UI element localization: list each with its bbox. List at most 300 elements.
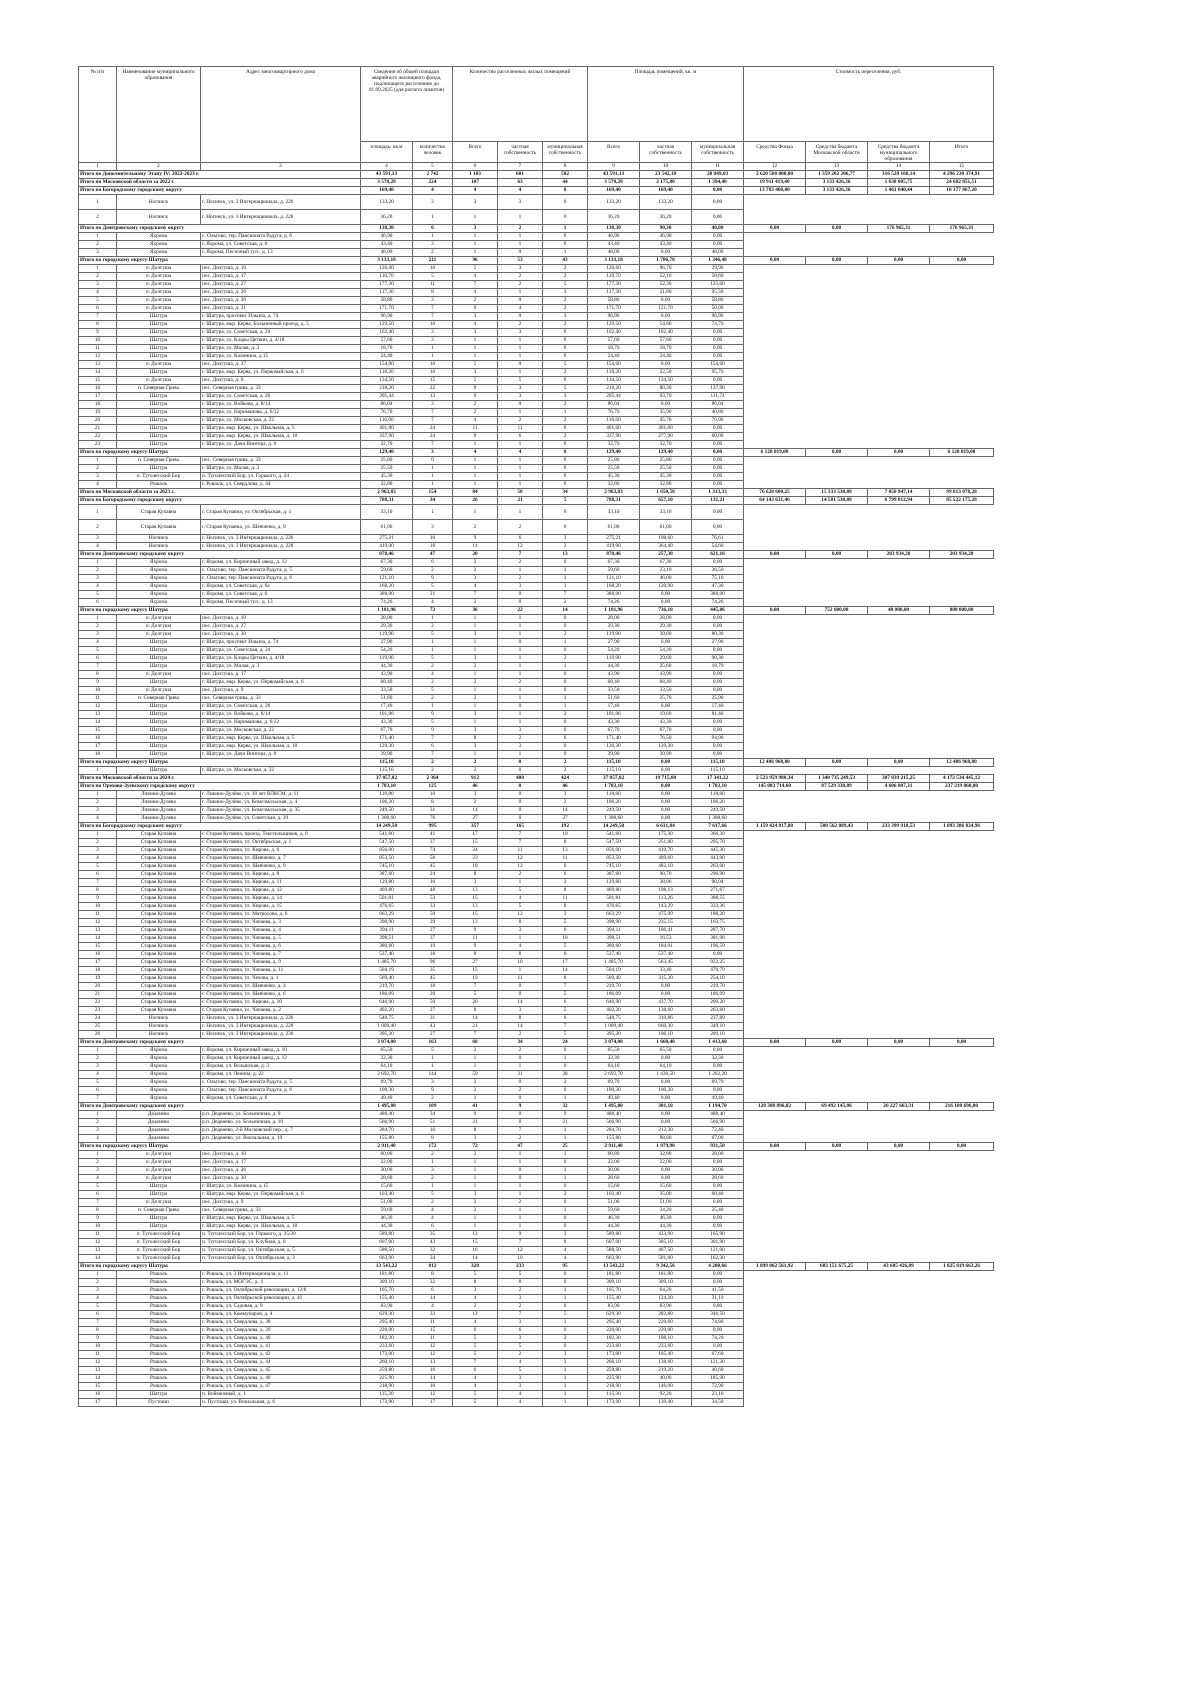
row-number: 4 [79,815,117,823]
empty-cell [744,767,806,775]
empty-cell [806,911,868,919]
area-cell: 116,60 [361,417,413,425]
count-total-cell: 1 [453,505,498,520]
right-margin [994,1231,1150,1239]
sq-private-cell: 175,30 [640,831,692,839]
sq-total-cell: 501,81 [588,895,640,903]
table-row [79,903,1150,911]
area-cell: 398,90 [361,919,413,927]
empty-cell [868,433,930,441]
count-municipal-cell: 2 [543,305,588,313]
row-number: 2 [79,567,117,575]
subtotal-label: Итого по Дмитровскому городскому округу [79,225,361,233]
count-municipal-cell: 0 [543,520,588,535]
empty-cell [744,815,806,823]
subtotal-area: 13 543,22 [361,1263,413,1271]
empty-cell [930,679,994,687]
municipality-cell: Шатура [117,433,201,441]
empty-cell [806,337,868,345]
empty-cell [868,289,930,297]
municipality-cell: Деденево [117,1111,201,1119]
sq-total-cell: 67,30 [588,559,640,567]
empty-cell [868,520,930,535]
people-cell: 15 [413,377,453,385]
right-margin [994,679,1150,687]
empty-cell [868,943,930,951]
right-margin [994,1143,1150,1151]
subtotal-municipal-budget-amount: 0,00 [868,257,930,265]
count-private-cell: 0 [498,591,543,599]
empty-cell [744,241,806,249]
municipality-cell: Яхрома [117,1055,201,1063]
empty-cell [806,329,868,337]
count-total-cell: 7 [453,1031,498,1039]
empty-cell [806,1151,868,1159]
sq-municipal-cell: 25,90 [692,695,744,703]
empty-cell [806,1175,868,1183]
col-header-area: площадь, кв.м [361,142,413,163]
municipality-cell: Шатура [117,1183,201,1191]
sq-municipal-cell: 32,30 [692,1055,744,1063]
row-number: 12 [79,1359,117,1367]
empty-cell [744,385,806,393]
table-row [79,983,1150,991]
row-number: 6 [79,1191,117,1199]
people-cell: 1 [413,639,453,647]
group-header-square: Площадь помещений, кв. м [588,67,744,142]
empty-cell [806,1135,868,1143]
empty-cell [868,273,930,281]
count-private-cell: 1 [498,655,543,663]
count-municipal-cell: 0 [543,1087,588,1095]
row-number: 3 [79,1063,117,1071]
empty-cell [930,1167,994,1175]
municipality-cell: Рошаль [117,1383,201,1391]
count-total-cell: 3 [453,727,498,735]
area-cell: 103,40 [361,1191,413,1199]
row-number: 2 [79,1279,117,1287]
empty-cell [930,241,994,249]
sq-total-cell: 43,30 [588,719,640,727]
table-row [79,871,1150,879]
empty-cell [744,807,806,815]
subtotal-area: 3 074,00 [361,1039,413,1047]
sq-municipal-cell: 0,00 [692,1087,744,1095]
area-cell: 24,40 [361,353,413,361]
empty-cell [868,871,930,879]
empty-cell [930,1023,994,1031]
sq-private-cell: 482,10 [640,863,692,871]
municipality-cell: Шатура [117,743,201,751]
sq-total-cell: 663,90 [588,1255,640,1263]
count-municipal-cell: 1 [543,409,588,417]
municipality-cell: п. Северная Грива [117,385,201,393]
count-private-cell: 7 [498,1239,543,1247]
sq-municipal-cell: 0,00 [692,1327,744,1335]
municipality-cell: Старая Купавна [117,959,201,967]
table-row [79,1399,1150,1407]
row-number: 5 [79,1079,117,1087]
right-margin [994,711,1150,719]
empty-cell [744,863,806,871]
empty-cell [744,409,806,417]
empty-cell [868,297,930,305]
area-cell: 67,70 [361,727,413,735]
area-cell: 588,50 [361,1247,413,1255]
sq-private-cell: 467,50 [640,1247,692,1255]
table-row [79,273,1150,281]
empty-cell [806,623,868,631]
address-cell: г. Рошаль, ул. Свердлова, д. 44 [201,1359,361,1367]
column-number: 1 [79,163,117,171]
empty-cell [806,1047,868,1055]
address-cell: г. Рошаль, ул. Свердлова, д. 41 [201,1343,361,1351]
subtotal-regional-budget-amount: 1 340 735 249,53 [806,775,868,783]
area-cell: 86,04 [361,401,413,409]
sq-total-cell: 121,10 [588,575,640,583]
count-total-cell: 2 [453,567,498,575]
people-cell: 15 [413,1327,453,1335]
empty-cell [744,591,806,599]
municipality-cell: п. Долгуша [117,1151,201,1159]
empty-cell [744,465,806,473]
subtotal-row [79,449,1150,457]
sq-private-cell: 0,00 [640,249,692,257]
subtotal-count-municipal: 13 [543,551,588,559]
area-cell: 171,40 [361,735,413,743]
empty-cell [744,975,806,983]
people-cell: 18 [413,983,453,991]
subtotal-sq-municipal: 445,86 [692,607,744,615]
count-total-cell: 3 [453,743,498,751]
subtotal-area: 129,40 [361,449,413,457]
sq-total-cell: 186,09 [588,991,640,999]
count-municipal-cell: 0 [543,425,588,433]
right-margin [994,631,1150,639]
address-cell: г. Старая Купавна, ул. Шевченко, д. 7 [201,855,361,863]
sq-total-cell: 116,60 [588,417,640,425]
address-cell: г. Шатура, ул. Войкова, д. 8/14 [201,401,361,409]
empty-cell [744,401,806,409]
address-cell: г. Шатура, ул. Нариманова, д. 6/12 [201,719,361,727]
address-cell: г. Ликино-Дулёво, ул. Советская, д. 39 [201,815,361,823]
row-number: 11 [79,1351,117,1359]
count-total-cell: 16 [453,1247,498,1255]
right-margin [994,927,1150,935]
table-row [79,1111,1150,1119]
sq-total-cell: 115,30 [588,1391,640,1399]
empty-cell [868,647,930,655]
count-total-cell: 3 [453,329,498,337]
people-cell: 3 [413,401,453,409]
table-row [79,1023,1150,1031]
area-cell: 133,20 [361,195,413,210]
row-number: 2 [79,623,117,631]
subtotal-sq-private: 301,10 [640,1103,692,1111]
row-number: 3 [79,473,117,481]
empty-cell [806,1095,868,1103]
count-total-cell: 1 [453,465,498,473]
row-number: 6 [79,871,117,879]
subtotal-label: Итого по городскому округу Шатура [79,449,361,457]
people-cell: 43 [413,1023,453,1031]
count-total-cell: 3 [453,195,498,210]
empty-cell [930,265,994,273]
empty-cell [868,719,930,727]
empty-cell [930,1055,994,1063]
address-cell: с. Ольгово, тер. Пансионата Радуга, д. 5 [201,1079,361,1087]
sq-total-cell: 59,60 [588,1207,640,1215]
sq-private-cell: 28,00 [640,615,692,623]
subtotal-row [79,1039,1150,1047]
right-margin [994,1039,1150,1047]
people-cell: 37 [413,935,453,943]
municipality-cell: Шатура [117,353,201,361]
count-total-cell: 12 [453,1231,498,1239]
count-private-cell: 12 [498,1247,543,1255]
count-private-cell: 4 [498,1391,543,1399]
row-number: 9 [79,895,117,903]
empty-cell [868,1015,930,1023]
count-private-cell: 1 [498,465,543,473]
count-total-cell: 4 [453,1319,498,1327]
count-municipal-cell: 3 [543,791,588,799]
sq-private-cell: 0,00 [640,591,692,599]
empty-cell [930,457,994,465]
count-total-cell: 2 [453,297,498,305]
municipality-cell: Рошаль [117,1335,201,1343]
count-total-cell: 3 [453,575,498,583]
empty-cell [806,1087,868,1095]
right-margin [994,489,1150,497]
subtotal-regional-budget-amount: 0,00 [806,1039,868,1047]
sq-private-cell: 121,70 [640,305,692,313]
count-private-cell: 8 [498,1279,543,1287]
count-total-cell: 1 [453,615,498,623]
count-private-cell: 1 [498,441,543,449]
table-row [79,751,1150,759]
municipality-cell: п. Долгуша [117,1167,201,1175]
empty-cell [868,1031,930,1039]
sq-total-cell: 173,00 [588,1351,640,1359]
count-private-cell: 3 [498,1375,543,1383]
area-cell: 76,70 [361,409,413,417]
sq-private-cell: 22,00 [640,1159,692,1167]
empty-cell [868,385,930,393]
subtotal-regional-budget-amount: 14 581 530,88 [806,497,868,505]
empty-cell [868,1215,930,1223]
table-row [79,1287,1150,1295]
empty-cell [744,273,806,281]
table-row [79,265,1150,273]
area-cell: 663,29 [361,911,413,919]
empty-cell [806,735,868,743]
table-row [79,999,1150,1007]
right-margin [994,1399,1150,1407]
row-number: 2 [79,520,117,535]
empty-cell [930,1151,994,1159]
area-cell: 100,30 [361,1087,413,1095]
subtotal-count-total: 20 [453,551,498,559]
empty-cell [868,1287,930,1295]
sq-private-cell: 64,10 [640,1063,692,1071]
empty-cell [930,377,994,385]
empty-cell [806,967,868,975]
right-margin [994,663,1150,671]
address-cell: г. Шатура, мкр. Керва, ул. Школьная, д. 18 [201,433,361,441]
sq-municipal-cell: 28,60 [692,1175,744,1183]
row-number: 22 [79,433,117,441]
address-cell: г. Старая Купавна, ул. Кирова, д. 15 [201,903,361,911]
count-municipal-cell: 0 [543,751,588,759]
column-number: 15 [930,163,994,171]
count-total-cell: 1 [453,1215,498,1223]
subtotal-cost-total: 24 682 851,51 [930,179,994,187]
address-cell: г. Старая Купавна, ул. Шевченко, д. 9 [201,520,361,535]
area-cell: 745,10 [361,863,413,871]
col-header-regional-budget: Средства бюджета Московской области [806,142,868,163]
empty-cell [744,505,806,520]
empty-cell [868,863,930,871]
empty-cell [806,559,868,567]
empty-cell [868,473,930,481]
sq-private-cell: 88,80 [640,1135,692,1143]
empty-cell [930,767,994,775]
right-margin [994,1007,1150,1015]
sq-private-cell: 90,70 [640,871,692,879]
table-row [79,815,1150,823]
empty-cell [806,210,868,225]
sq-municipal-cell: 30,00 [692,1167,744,1175]
subtotal-sq-municipal: 1 783,10 [692,783,744,791]
subtotal-count-private: 488 [498,775,543,783]
empty-cell [930,401,994,409]
table-row [79,543,1150,551]
table-row [79,1391,1150,1399]
count-municipal-cell: 1 [543,1127,588,1135]
empty-cell [868,1055,930,1063]
empty-cell [930,647,994,655]
row-number: 4 [79,583,117,591]
row-number: 7 [79,1199,117,1207]
row-number: 4 [79,289,117,297]
sq-total-cell: 337,90 [588,433,640,441]
municipality-cell: Ликино-Дулево [117,807,201,815]
empty-cell [930,671,994,679]
area-cell: 129,80 [361,879,413,887]
empty-cell [744,233,806,241]
right-margin [994,895,1150,903]
sq-municipal-cell: 263,00 [692,863,744,871]
subtotal-label: Итого по городскому округу Шатура [79,607,361,615]
right-margin [994,179,1150,187]
column-number: 13 [806,163,868,171]
right-margin [994,807,1150,815]
right-margin [994,743,1150,751]
address-cell: г. Шатура, ул. Советская, д. 26 [201,393,361,401]
people-cell: 12 [413,1343,453,1351]
sq-total-cell: 119,90 [588,631,640,639]
count-private-cell: 4 [498,1359,543,1367]
empty-cell [744,1271,806,1279]
sq-private-cell: 32,70 [640,441,692,449]
empty-cell [868,879,930,887]
sq-private-cell: 83,90 [640,1303,692,1311]
sq-municipal-cell: 0,00 [692,1343,744,1351]
empty-cell [806,1255,868,1263]
count-total-cell: 11 [453,935,498,943]
address-cell: пос. Долгуша, д. 31 [201,305,361,313]
municipality-cell: Шатура [117,703,201,711]
sq-total-cell: 295,40 [588,1319,640,1327]
sq-private-cell: 184,01 [640,943,692,951]
municipality-cell: Старая Купавна [117,1007,201,1015]
empty-cell [744,265,806,273]
sq-total-cell: 284,70 [588,1127,640,1135]
sq-municipal-cell: 54,60 [692,543,744,551]
area-cell: 27,90 [361,639,413,647]
sq-total-cell: 663,29 [588,911,640,919]
empty-cell [930,233,994,241]
empty-cell [744,935,806,943]
row-number: 26 [79,1031,117,1039]
empty-cell [930,839,994,847]
row-number: 19 [79,975,117,983]
sq-municipal-cell: 75,10 [692,575,744,583]
empty-cell [806,1351,868,1359]
municipality-cell: Рошаль [117,1303,201,1311]
people-cell: 3 [413,195,453,210]
people-cell: 2 [413,567,453,575]
table-row [79,1215,1150,1223]
count-municipal-cell: 27 [543,815,588,823]
row-number: 7 [79,1319,117,1327]
empty-cell [744,520,806,535]
subtotal-row [79,759,1150,767]
empty-cell [806,321,868,329]
empty-cell [868,831,930,839]
right-margin [994,225,1150,233]
subtotal-sq-total: 1 181,96 [588,607,640,615]
empty-cell [744,305,806,313]
col-header-cost-total: Итого [930,142,994,163]
count-private-cell: 1 [498,241,543,249]
row-number: 4 [79,481,117,489]
right-margin [994,903,1150,911]
count-total-cell: 5 [453,361,498,369]
area-cell: 83,90 [361,1303,413,1311]
municipality-cell: Рошаль [117,1319,201,1327]
empty-cell [806,409,868,417]
address-cell: г. Ногинск, ул. 3 Интернационала, д. 228 [201,210,361,225]
row-number: 2 [79,465,117,473]
subtotal-sq-private: 0,00 [640,783,692,791]
sq-private-cell: 113,26 [640,895,692,903]
count-private-cell: 0 [498,639,543,647]
sq-total-cell: 398,51 [588,935,640,943]
right-margin [994,241,1150,249]
subtotal-people: 812 [413,1263,453,1271]
right-margin [994,615,1150,623]
sq-municipal-cell: 94,90 [692,735,744,743]
table-row [79,743,1150,751]
empty-cell [806,767,868,775]
row-number: 12 [79,353,117,361]
empty-cell [744,791,806,799]
sq-total-cell: 51,00 [588,1199,640,1207]
count-total-cell: 15 [453,1239,498,1247]
empty-cell [868,703,930,711]
